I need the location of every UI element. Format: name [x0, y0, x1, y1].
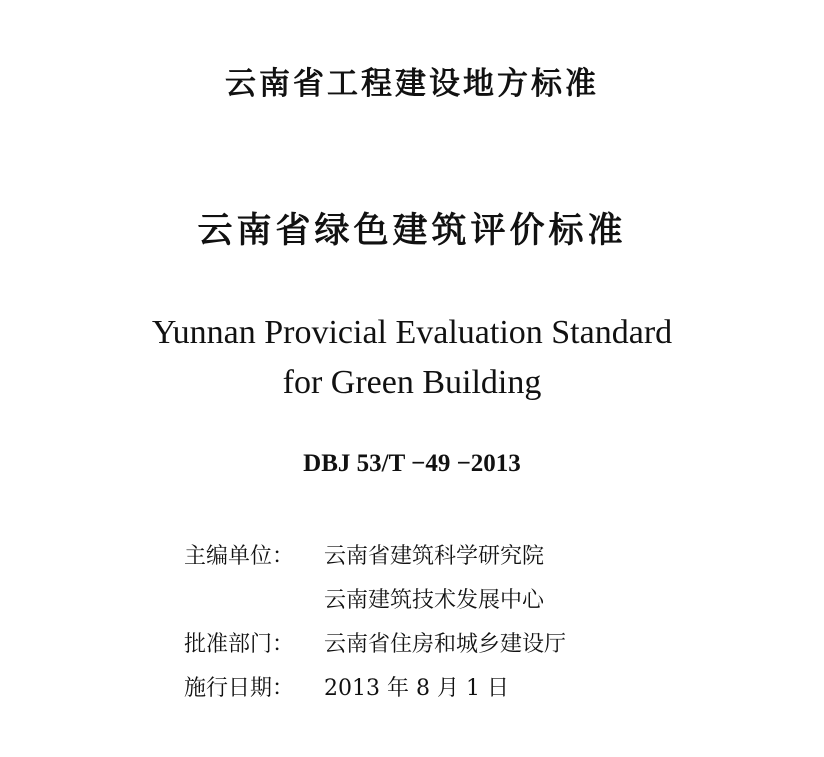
english-title-line-1: Yunnan Provicial Evaluation Standard: [151, 314, 673, 351]
english-title-line-2: for Green Building: [282, 364, 542, 401]
approver-row: [184, 623, 566, 667]
date-row: [184, 667, 566, 711]
date-value: 2013 年 8 月 1 日: [324, 676, 509, 701]
main-title: 云南省绿色建筑评价标准: [197, 211, 627, 251]
approver-label: 批准部门：: [184, 632, 295, 657]
editor-label: 主编单位：: [184, 544, 295, 569]
editor-row: [184, 535, 566, 579]
approver-value: 云南省住房和城乡建设厅: [324, 632, 567, 657]
editor-row-2: [184, 579, 566, 623]
editor-value-2: 云南建筑技术发展中心: [324, 588, 545, 613]
series-title: 云南省工程建设地方标准: [225, 66, 599, 102]
english-title: [0, 308, 824, 408]
date-label: 施行日期：: [184, 676, 295, 701]
publication-info: [184, 535, 566, 711]
standard-code: DBJ 53/T −49 −2013: [303, 450, 521, 477]
editor-value-1: 云南省建筑科学研究院: [324, 544, 545, 569]
editor-label-spacer: [184, 579, 324, 623]
